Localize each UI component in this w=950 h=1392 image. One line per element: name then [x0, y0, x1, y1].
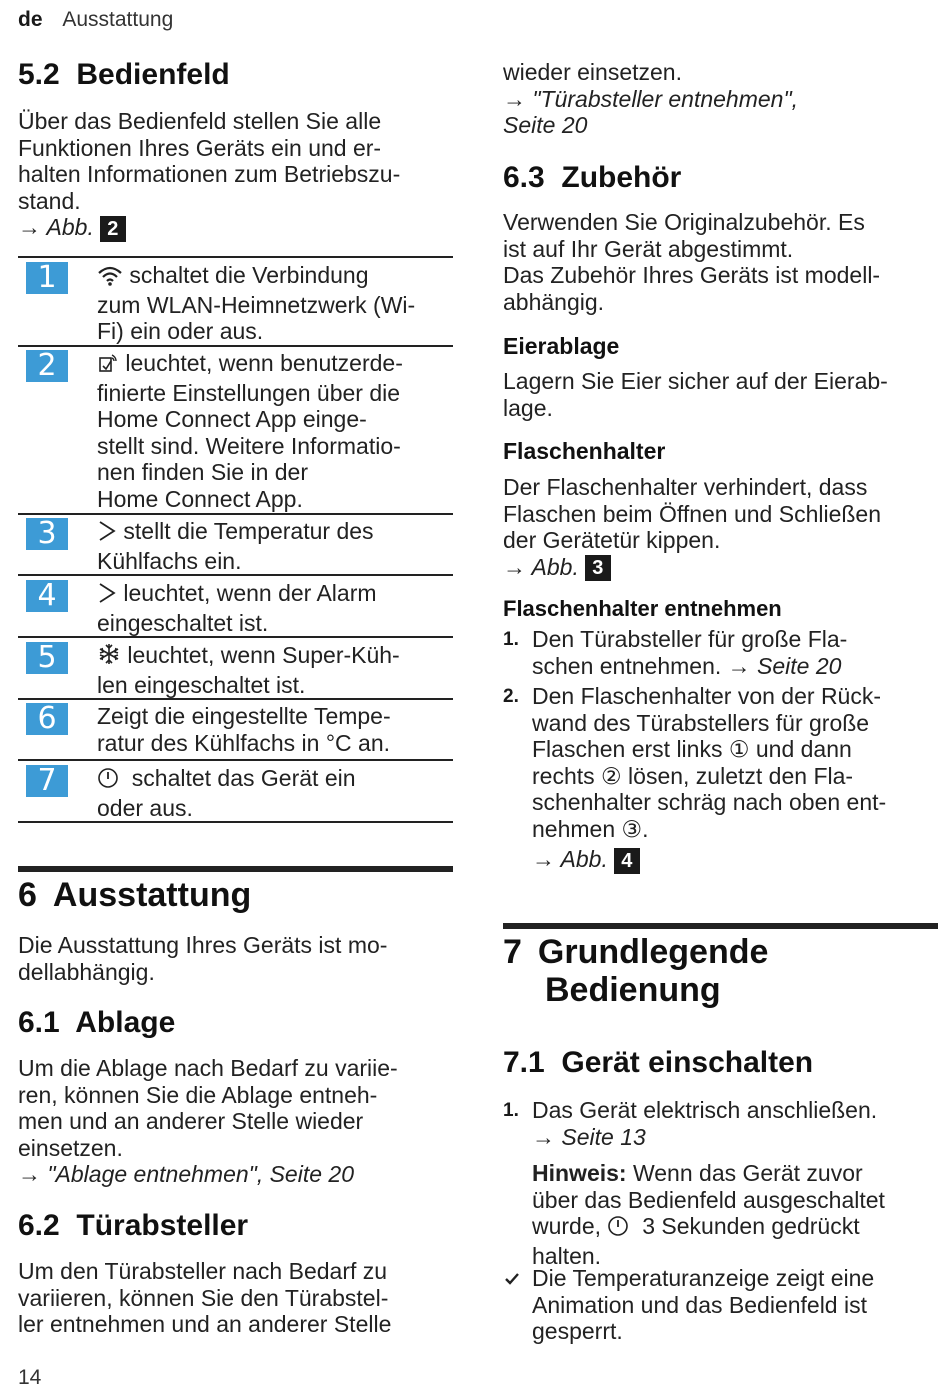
flaschenhalter-entnehmen-title: Flaschenhalter entnehmen: [503, 596, 782, 621]
cross-reference-link[interactable]: → Seite 13: [532, 1123, 646, 1150]
cross-reference-link[interactable]: → "Ablage entnehmen", Seite 20: [18, 1161, 354, 1187]
flaschenhalter-title: Flaschenhalter: [503, 438, 666, 464]
callout-2: ②: [601, 762, 622, 789]
step-number: 1.: [503, 629, 519, 650]
step-text: Den Flaschenhalter von der Rück- wand des Türabstellers für große Flaschen erst links ① und dann rechts ② lösen, zuletzt den Fla- schenhalter schräg nach oben ent- nehmen ③. → Abb. 4: [532, 683, 942, 874]
section-6-3-text: Verwenden Sie Originalzubehör. Es ist auf Ihr Gerät abgestimmt. Das Zubehör Ihres Geräts ist modell- abhängig.: [503, 209, 881, 315]
result-text: Die Temperaturanzeige zeigt eine Animation und das Bedienfeld ist gesperrt.: [532, 1265, 875, 1344]
callout-1: ①: [728, 736, 750, 762]
page-number: 14: [18, 1366, 42, 1389]
table-row-description: leuchtet, wenn Super-Küh- len eingeschaltet ist.: [97, 642, 400, 698]
cross-reference-page[interactable]: Seite 20: [503, 112, 588, 138]
step-text: Den Türabsteller für große Fla- schen entnehmen. → Seite 20: [532, 626, 848, 679]
section-5-2-title: 5.2 Bedienfeld: [18, 58, 230, 91]
section-6-2-text: Um den Türabsteller nach Bedarf zu variieren, können Sie den Türabstel- ler entnehmen und an anderer Stelle: [18, 1258, 392, 1337]
section-6-1-title: 6.1 Ablage: [18, 1006, 176, 1039]
flaschenhalter-text: Der Flaschenhalter verhindert, dass Flaschen beim Öffnen und Schließen der Gerätetür kippen. → Abb. 3: [503, 474, 943, 581]
figure-number-box: 2: [100, 216, 126, 242]
table-row-number: 7: [26, 765, 68, 797]
page-header: [18, 8, 173, 32]
wifi-icon: [97, 264, 123, 292]
section-6-1-text: Um die Ablage nach Bedarf zu variie- ren, können Sie die Ablage entneh- men und an anderer Stelle wieder einsetzen. → "Ablage entnehmen", Seite 20: [18, 1055, 458, 1188]
power-icon: [607, 1215, 629, 1243]
table-row-number: 4: [26, 580, 68, 612]
table-row-number: 5: [26, 642, 68, 674]
section-5-2-text: Über das Bedienfeld stellen Sie alle Funktionen Ihres Geräts ein und er- halten Informationen zum Betriebszu- stand. → Abb. 2: [18, 108, 458, 242]
step-number: 1.: [503, 1100, 519, 1121]
section-6-text: Die Ausstattung Ihres Geräts ist mo- dellabhängig.: [18, 932, 388, 985]
section-6-2-title: 6.2 Türabsteller: [18, 1209, 249, 1242]
power-icon: [97, 767, 119, 795]
table-row-description: Zeigt die eingestellte Tempe- ratur des Kühlfachs in °C an.: [97, 703, 391, 756]
table-row-description: schaltet die Verbindung zum WLAN-Heimnetzwerk (Wi- Fi) ein oder aus.: [97, 262, 416, 344]
table-row-number: 1: [26, 262, 68, 294]
section-6-3-title: 6.3 Zubehör: [503, 161, 682, 194]
table-row-description: leuchtet, wenn benutzerde- finierte Einstellungen über die Home Connect App einge- stellt sind. Weitere Informatio- nen finden Sie in der Home Connect App.: [97, 350, 403, 512]
language-code: de: [18, 8, 43, 31]
cross-reference-link[interactable]: → Seite 20: [727, 652, 842, 679]
chevron-right-icon: [97, 582, 117, 610]
figure-reference[interactable]: → Abb. 4: [532, 846, 942, 874]
table-row-description: stellt die Temperatur des Kühlfachs ein.: [97, 518, 374, 574]
section-6-2-continued: wieder einsetzen. → "Türabsteller entnehmen", Seite 20: [503, 59, 943, 139]
chevron-right-icon: [97, 520, 117, 548]
figure-reference[interactable]: → Abb. 2: [18, 214, 458, 242]
table-row-number: 2: [26, 350, 68, 382]
eierablage-title: Eierablage: [503, 333, 620, 359]
callout-3: ③: [621, 815, 643, 842]
eierablage-text: Lagern Sie Eier sicher auf der Eierab- lage.: [503, 368, 888, 421]
header-section: Ausstattung: [62, 8, 174, 31]
step-number: 2.: [503, 686, 519, 707]
snowflake-icon: [97, 642, 121, 672]
section-7-title: 7 Grundlegende Bedienung: [503, 933, 769, 1009]
home-connect-icon: [97, 352, 119, 380]
section-7-1-title: 7.1 Gerät einschalten: [503, 1046, 814, 1079]
section-6-title: 6 Ausstattung: [18, 876, 252, 914]
figure-number-box: 3: [585, 555, 611, 581]
table-row-number: 6: [26, 703, 68, 735]
table-row-number: 3: [26, 518, 68, 550]
table-row-description: leuchtet, wenn der Alarm eingeschaltet ist.: [97, 580, 377, 636]
cross-reference-link[interactable]: → "Türabsteller entnehmen",: [503, 85, 799, 112]
figure-reference[interactable]: → Abb. 3: [503, 554, 943, 582]
result-check-icon: [503, 1270, 521, 1293]
table-row-description: schaltet das Gerät ein oder aus.: [97, 765, 356, 821]
figure-number-box: 4: [614, 848, 640, 874]
step-text: Das Gerät elektrisch anschließen. → Seite 13 Hinweis: Wenn das Gerät zuvor über das Bedienfeld ausgeschaltet wurde, 3 Sekunden gedrückt halten.: [532, 1097, 942, 1269]
note-label: Hinweis:: [532, 1160, 627, 1186]
